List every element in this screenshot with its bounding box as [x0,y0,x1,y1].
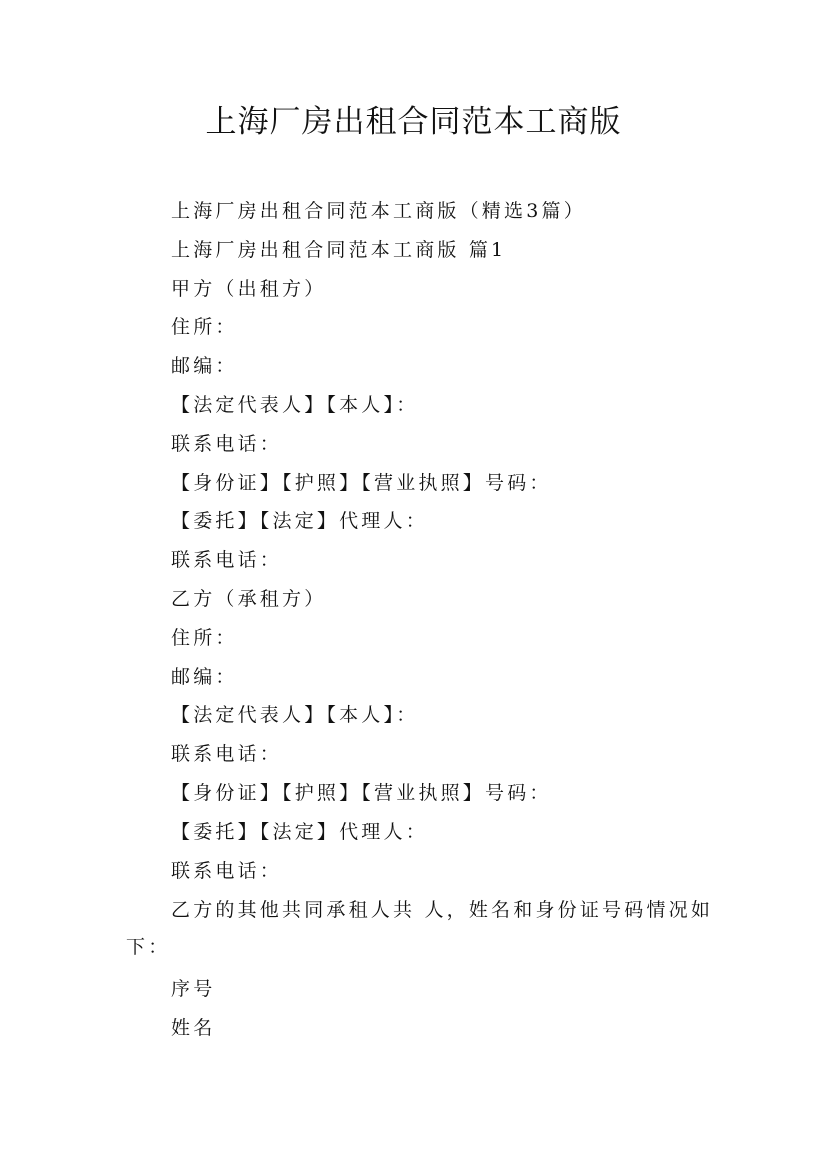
document-body [126,192,716,1048]
party-b-id-number: 【身份证】【护照】【营业执照】号码： [171,781,552,804]
party-b-agent: 【委托】【法定】代理人： [171,820,428,843]
party-a-heading: 甲方（出租方） [171,277,327,300]
document-title: 上海厂房出租合同范本工商版 [205,104,622,140]
party-b-heading: 乙方（承租方） [171,587,327,610]
party-a-address: 住所： [171,316,238,339]
party-a-postcode: 邮编： [171,355,238,378]
party-a-representative: 【法定代表人】【本人】： [171,393,419,416]
section-heading: 上海厂房出租合同范本工商版 篇1 [171,238,507,261]
party-a-agent: 【委托】【法定】代理人： [171,510,428,533]
subtitle-line: 上海厂房出租合同范本工商版（精选3篇） [171,200,586,222]
party-a-id-number: 【身份证】【护照】【营业执照】号码： [171,471,552,494]
party-b-representative: 【法定代表人】【本人】： [171,704,419,727]
party-b-phone: 联系电话： [171,743,283,766]
table-header-name: 姓名 [171,1017,216,1040]
co-tenant-paragraph: 乙方的其他共同承租人共 人，姓名和身份证号码情况如下： [126,899,714,959]
table-header-number: 序号 [171,978,216,1001]
party-a-agent-phone: 联系电话： [171,549,283,572]
party-b-address: 住所： [171,626,238,649]
party-b-agent-phone: 联系电话： [171,859,283,882]
party-b-postcode: 邮编： [171,665,238,688]
party-a-phone: 联系电话： [171,432,283,455]
